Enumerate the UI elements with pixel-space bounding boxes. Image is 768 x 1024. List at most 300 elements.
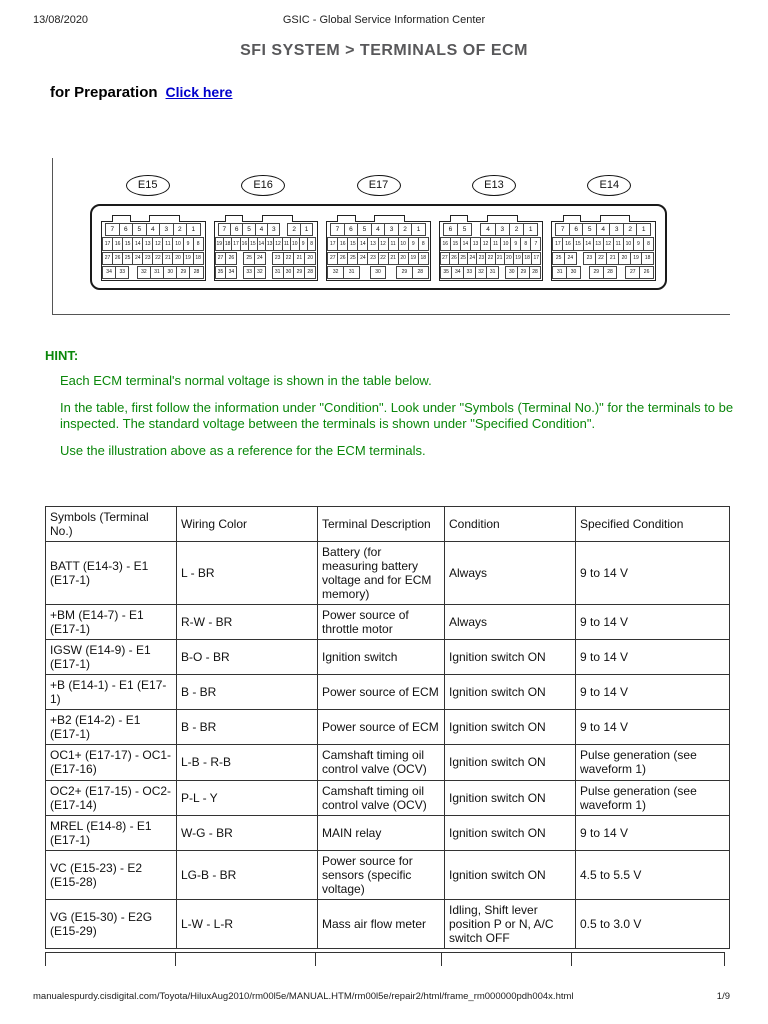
pin-row: [216, 266, 317, 279]
terminal-table-wrap: [45, 506, 729, 966]
pin-e15-2: 2: [173, 223, 188, 236]
pin-e14-15: 15: [573, 237, 584, 250]
pin-e15-30: 30: [163, 266, 177, 279]
pin-e13-4: 4: [480, 223, 495, 236]
table-cell: IGSW (E14-9) - E1 (E17-1): [46, 640, 177, 675]
terminal-voltage-table: [45, 506, 730, 949]
table-cell: L-B - R-B: [177, 745, 318, 780]
pin-row: [328, 266, 429, 279]
table-cell: Camshaft timing oil control valve (OCV): [318, 780, 445, 815]
pin-e13-11: 11: [490, 237, 501, 250]
pin-e13-1: 1: [523, 223, 538, 236]
print-date: 13/08/2020: [33, 14, 89, 26]
connector-top-tab: [149, 215, 180, 222]
hint-section: [45, 348, 740, 460]
pin-e14-10: 10: [623, 237, 634, 250]
pin-e17-26: 26: [337, 252, 348, 265]
pin-e14-23: 23: [583, 252, 596, 265]
pin-e15-32: 32: [137, 266, 151, 279]
footer-page-number: 1/9: [716, 991, 730, 1002]
pin-e13-27: 27: [440, 252, 450, 265]
table-cell: Ignition switch ON: [445, 710, 576, 745]
pin-e16-8: 8: [307, 237, 316, 250]
pin-e14-8: 8: [643, 237, 654, 250]
table-cell: B - BR: [177, 675, 318, 710]
pin-e15-9: 9: [183, 237, 194, 250]
table-cell: Ignition switch ON: [445, 780, 576, 815]
pin-e13-10: 10: [500, 237, 511, 250]
table-cell: Power source of throttle motor: [318, 605, 445, 640]
pin-e16-9: 9: [299, 237, 308, 250]
pin-e14-22: 22: [595, 252, 608, 265]
connector-label-e16: E16: [241, 175, 285, 196]
pin-e17-18: 18: [418, 252, 429, 265]
preparation-label: for Preparation: [50, 84, 158, 101]
table-cell: OC2+ (E17-15) - OC2- (E17-14): [46, 780, 177, 815]
pin-e13-12: 12: [480, 237, 491, 250]
connector-top-tab: [112, 215, 130, 222]
table-cell: 9 to 14 V: [576, 815, 730, 850]
table-cell: MAIN relay: [318, 815, 445, 850]
pin-e14-17: 17: [552, 237, 563, 250]
pin-row: [328, 252, 429, 265]
table-cell: MREL (E14-8) - E1 (E17-1): [46, 815, 177, 850]
pin-e17-4: 4: [371, 223, 386, 236]
connector-top-tab: [374, 215, 405, 222]
pin-e14-26: 26: [639, 266, 654, 279]
connector-top-tab: [600, 215, 631, 222]
pin-row: [444, 223, 539, 236]
pin-e14-13: 13: [593, 237, 604, 250]
pin-e15-4: 4: [146, 223, 161, 236]
footer-url: manualespurdy.cisdigital.com/Toyota/HiluxAug2010/rm00l5e/MANUAL.HTM/rm00l5e/repair2/html/frame_rm000000pdh004x.html: [33, 991, 574, 1002]
pin-e15-3: 3: [159, 223, 174, 236]
pin-e15-13: 13: [142, 237, 153, 250]
table-cell: +B2 (E14-2) - E1 (E17-1): [46, 710, 177, 745]
pin-e16-21: 21: [293, 252, 305, 265]
pin-e16-27: 27: [215, 252, 227, 265]
pin-row: [441, 252, 542, 265]
connector-label-slot: [436, 175, 551, 196]
pin-e14-30: 30: [566, 266, 581, 279]
connector-label-slot: [205, 175, 320, 196]
pin-e13-14: 14: [460, 237, 471, 250]
table-row: [46, 899, 730, 948]
pin-e17-25: 25: [347, 252, 358, 265]
pin-e17-19: 19: [408, 252, 419, 265]
pin-e16-24: 24: [254, 252, 266, 265]
pin-e15-22: 22: [152, 252, 163, 265]
pin-e17-12: 12: [378, 237, 389, 250]
pin-e15-8: 8: [193, 237, 204, 250]
table-row: [46, 815, 730, 850]
hint-title: HINT:: [45, 348, 79, 363]
pin-e13-31: 31: [486, 266, 499, 279]
table-cell: 9 to 14 V: [576, 710, 730, 745]
pin-e15-1: 1: [186, 223, 201, 236]
table-partial-cell: [571, 952, 725, 966]
pin-row: [441, 266, 542, 279]
pin-e14-29: 29: [589, 266, 604, 279]
connector-block-e16: [214, 221, 319, 281]
pin-e16-5: 5: [242, 223, 255, 236]
pin-e13-6: 6: [443, 223, 458, 236]
pin-e17-17: 17: [327, 237, 338, 250]
table-header-cell: Symbols (Terminal No.): [46, 507, 177, 542]
connector-labels-row: [90, 175, 667, 196]
table-cell: Camshaft timing oil control valve (OCV): [318, 745, 445, 780]
pin-e15-23: 23: [142, 252, 153, 265]
pin-e13-21: 21: [495, 252, 505, 265]
pin-e14-3: 3: [609, 223, 624, 236]
pin-e13-30: 30: [505, 266, 518, 279]
pin-e15-10: 10: [172, 237, 183, 250]
table-cell: 0.5 to 3.0 V: [576, 899, 730, 948]
pin-e16-32: 32: [254, 266, 266, 279]
pin-e14-7: 7: [555, 223, 570, 236]
table-cell: 9 to 14 V: [576, 542, 730, 605]
pin-e13-7: 7: [530, 237, 541, 250]
table-partial-cell: [45, 952, 176, 966]
pin-e13-16: 16: [440, 237, 451, 250]
pin-e16-20: 20: [304, 252, 316, 265]
table-cell: Idling, Shift lever position P or N, A/C switch OFF: [445, 899, 576, 948]
pin-e17-31: 31: [343, 266, 360, 279]
pin-row: [556, 223, 651, 236]
pin-e17-16: 16: [337, 237, 348, 250]
pin-e14-11: 11: [613, 237, 624, 250]
pin-e17-13: 13: [367, 237, 378, 250]
pin-e13-28: 28: [529, 266, 542, 279]
hint-paragraph: Each ECM terminal's normal voltage is shown in the table below.: [60, 373, 432, 388]
pin-row: [553, 252, 654, 265]
pin-e14-9: 9: [633, 237, 644, 250]
hint-paragraphs: [45, 373, 740, 460]
pin-row: [553, 266, 654, 279]
pin-row: [328, 237, 429, 250]
pin-e13-19: 19: [513, 252, 523, 265]
connector-top-tab: [337, 215, 355, 222]
pin-e14-6: 6: [569, 223, 584, 236]
pin-e16-3: 3: [267, 223, 280, 236]
table-cell: Mass air flow meter: [318, 899, 445, 948]
table-cell: Always: [445, 542, 576, 605]
table-header-cell: Terminal Description: [318, 507, 445, 542]
connector-block-e14: [551, 221, 656, 281]
pin-e17-27: 27: [327, 252, 338, 265]
table-cell: B-O - BR: [177, 640, 318, 675]
pin-e14-16: 16: [562, 237, 573, 250]
table-row: [46, 745, 730, 780]
pin-e17-23: 23: [367, 252, 378, 265]
pin-e13-18: 18: [522, 252, 532, 265]
pin-e16-26: 26: [225, 252, 237, 265]
pin-e13-26: 26: [449, 252, 459, 265]
preparation-click-here-link[interactable]: Click here: [165, 84, 233, 100]
page-title: SFI SYSTEM > TERMINALS OF ECM: [240, 42, 528, 59]
pin-e15-24: 24: [132, 252, 143, 265]
pin-e13-34: 34: [451, 266, 464, 279]
connector-top-tab: [450, 215, 468, 222]
table-header-cell: Specified Condition: [576, 507, 730, 542]
pin-e16-10: 10: [290, 237, 299, 250]
pin-e15-34: 34: [102, 266, 116, 279]
pin-e16-1: 1: [300, 223, 313, 236]
pin-row: [331, 223, 426, 236]
pin-e14-2: 2: [623, 223, 638, 236]
pin-e13-33: 33: [463, 266, 476, 279]
table-cell: 9 to 14 V: [576, 605, 730, 640]
table-cell: Ignition switch ON: [445, 640, 576, 675]
pin-e17-7: 7: [330, 223, 345, 236]
pin-e15-15: 15: [122, 237, 133, 250]
table-cell: OC1+ (E17-17) - OC1- (E17-16): [46, 745, 177, 780]
connector-label-slot: [90, 175, 205, 196]
pin-e15-12: 12: [152, 237, 163, 250]
pin-e13-25: 25: [458, 252, 468, 265]
pin-e17-14: 14: [357, 237, 368, 250]
table-cell: LG-B - BR: [177, 850, 318, 899]
table-cell: Power source of ECM: [318, 710, 445, 745]
pin-e14-25: 25: [552, 252, 565, 265]
table-row: [46, 605, 730, 640]
table-cell: L-W - L-R: [177, 899, 318, 948]
table-cell: Ignition switch ON: [445, 850, 576, 899]
pin-row: [216, 237, 317, 250]
table-row: [46, 850, 730, 899]
pin-row: [103, 237, 204, 250]
pin-e13-8: 8: [520, 237, 531, 250]
pin-e14-28: 28: [603, 266, 618, 279]
pin-e16-13: 13: [265, 237, 274, 250]
pin-e14-14: 14: [583, 237, 594, 250]
pin-e17-6: 6: [344, 223, 359, 236]
pin-e13-5: 5: [457, 223, 472, 236]
pin-row: [553, 237, 654, 250]
pin-e16-22: 22: [283, 252, 295, 265]
pin-e16-17: 17: [231, 237, 240, 250]
pin-e15-25: 25: [122, 252, 133, 265]
table-cell: P-L - Y: [177, 780, 318, 815]
ecm-connector-diagram: [90, 204, 667, 290]
pin-row: [103, 266, 204, 279]
table-header-row: [46, 507, 730, 542]
table-cell: VG (E15-30) - E2G (E15-29): [46, 899, 177, 948]
pin-row: [219, 223, 314, 236]
table-cell: Power source of ECM: [318, 675, 445, 710]
pin-e17-32: 32: [327, 266, 344, 279]
connector-label-e15: E15: [126, 175, 170, 196]
pin-e16-19: 19: [215, 237, 224, 250]
pin-e13-29: 29: [517, 266, 530, 279]
pin-e14-27: 27: [625, 266, 640, 279]
pin-e15-7: 7: [105, 223, 120, 236]
table-partial-cell: [175, 952, 316, 966]
pin-e13-15: 15: [450, 237, 461, 250]
pin-e16-11: 11: [282, 237, 291, 250]
pin-e14-20: 20: [618, 252, 631, 265]
pin-e16-4: 4: [255, 223, 268, 236]
connector-top-tab: [487, 215, 518, 222]
table-cell: R-W - BR: [177, 605, 318, 640]
pin-e16-7: 7: [218, 223, 231, 236]
pin-e17-8: 8: [418, 237, 429, 250]
pin-row: [216, 252, 317, 265]
pin-e16-28: 28: [304, 266, 316, 279]
connector-top-tab: [225, 215, 243, 222]
pin-row: [103, 252, 204, 265]
pin-e15-11: 11: [162, 237, 173, 250]
pin-e15-19: 19: [183, 252, 194, 265]
pin-e15-31: 31: [150, 266, 164, 279]
table-cell: 4.5 to 5.5 V: [576, 850, 730, 899]
table-cell: 9 to 14 V: [576, 640, 730, 675]
pin-e16-35: 35: [215, 266, 227, 279]
table-cell: Ignition switch ON: [445, 745, 576, 780]
pin-e13-32: 32: [475, 266, 488, 279]
table-header-cell: Condition: [445, 507, 576, 542]
pin-e16-14: 14: [257, 237, 266, 250]
table-cell: +B (E14-1) - E1 (E17-1): [46, 675, 177, 710]
hint-paragraph: In the table, first follow the information under "Condition". Look under "Symbols (Terminal No.)" for the terminals to be inspected. The standard voltage between the terminals is shown under "Specified Condition".: [60, 399, 734, 432]
connector-label-e14: E14: [587, 175, 631, 196]
table-cell: L - BR: [177, 542, 318, 605]
pin-e15-29: 29: [176, 266, 190, 279]
pin-e17-22: 22: [378, 252, 389, 265]
table-partial-cell: [441, 952, 572, 966]
pin-e13-23: 23: [476, 252, 486, 265]
pin-e14-12: 12: [603, 237, 614, 250]
pin-e17-9: 9: [408, 237, 419, 250]
pin-e16-29: 29: [293, 266, 305, 279]
table-cell: Power source for sensors (specific voltage): [318, 850, 445, 899]
table-partial-cell: [315, 952, 442, 966]
pin-e14-31: 31: [552, 266, 567, 279]
pin-e16-12: 12: [273, 237, 282, 250]
pin-e17-28: 28: [412, 266, 429, 279]
pin-e16-34: 34: [225, 266, 237, 279]
pin-e17-21: 21: [388, 252, 399, 265]
preparation-line: [50, 84, 232, 101]
pin-e17-3: 3: [384, 223, 399, 236]
pin-e17-5: 5: [357, 223, 372, 236]
pin-e15-14: 14: [132, 237, 143, 250]
pin-e15-18: 18: [193, 252, 204, 265]
table-cell: BATT (E14-3) - E1 (E17-1): [46, 542, 177, 605]
pin-e15-21: 21: [162, 252, 173, 265]
pin-e15-28: 28: [189, 266, 203, 279]
print-header-title: GSIC - Global Service Information Center: [282, 14, 486, 26]
pin-e16-33: 33: [243, 266, 255, 279]
pin-e17-11: 11: [388, 237, 399, 250]
pin-e13-35: 35: [440, 266, 453, 279]
connector-block-e15: [101, 221, 206, 281]
connector-top-tab: [563, 215, 581, 222]
pin-e16-2: 2: [287, 223, 300, 236]
pin-e13-2: 2: [509, 223, 524, 236]
table-header-cell: Wiring Color: [177, 507, 318, 542]
pin-e16-30: 30: [283, 266, 295, 279]
pin-e16-25: 25: [243, 252, 255, 265]
table-row: [46, 710, 730, 745]
pin-e17-15: 15: [347, 237, 358, 250]
pin-e15-17: 17: [102, 237, 113, 250]
pin-e17-10: 10: [398, 237, 409, 250]
pin-e15-16: 16: [112, 237, 123, 250]
pin-e16-15: 15: [248, 237, 257, 250]
pin-e13-3: 3: [495, 223, 510, 236]
connector-label-slot: [321, 175, 436, 196]
table-cell: Ignition switch: [318, 640, 445, 675]
connector-block-e13: [439, 221, 544, 281]
table-row: [46, 640, 730, 675]
pin-e16-31: 31: [272, 266, 284, 279]
connector-top-tab: [262, 215, 293, 222]
pin-e17-30: 30: [370, 266, 387, 279]
table-partial-row-clipped: [45, 952, 729, 966]
pin-e14-18: 18: [641, 252, 654, 265]
pin-e15-6: 6: [119, 223, 134, 236]
pin-e14-19: 19: [630, 252, 643, 265]
table-cell: 9 to 14 V: [576, 675, 730, 710]
pin-e15-26: 26: [112, 252, 123, 265]
table-cell: Always: [445, 605, 576, 640]
pin-e17-20: 20: [398, 252, 409, 265]
table-row: [46, 542, 730, 605]
pin-e17-1: 1: [411, 223, 426, 236]
pin-e13-24: 24: [467, 252, 477, 265]
connector-label-slot: [552, 175, 667, 196]
pin-row: [106, 223, 201, 236]
pin-row: [441, 237, 542, 250]
pin-e14-24: 24: [564, 252, 577, 265]
table-cell: Pulse generation (see waveform 1): [576, 745, 730, 780]
table-cell: B - BR: [177, 710, 318, 745]
pin-e15-27: 27: [102, 252, 113, 265]
table-cell: +BM (E14-7) - E1 (E17-1): [46, 605, 177, 640]
table-cell: Pulse generation (see waveform 1): [576, 780, 730, 815]
pin-e15-5: 5: [132, 223, 147, 236]
connector-label-e17: E17: [357, 175, 401, 196]
pin-e13-20: 20: [504, 252, 514, 265]
table-cell: VC (E15-23) - E2 (E15-28): [46, 850, 177, 899]
pin-e13-13: 13: [470, 237, 481, 250]
pin-e17-24: 24: [357, 252, 368, 265]
table-row: [46, 780, 730, 815]
pin-e14-1: 1: [636, 223, 651, 236]
pin-e17-29: 29: [396, 266, 413, 279]
pin-e17-2: 2: [398, 223, 413, 236]
pin-e14-5: 5: [582, 223, 597, 236]
connector-label-e13: E13: [472, 175, 516, 196]
pin-e15-20: 20: [172, 252, 183, 265]
pin-e13-17: 17: [531, 252, 541, 265]
pin-e16-6: 6: [230, 223, 243, 236]
table-cell: Ignition switch ON: [445, 675, 576, 710]
pin-e15-33: 33: [115, 266, 129, 279]
pin-e13-22: 22: [485, 252, 495, 265]
connector-block-e17: [326, 221, 431, 281]
table-cell: Battery (for measuring battery voltage and for ECM memory): [318, 542, 445, 605]
hint-paragraph: Use the illustration above as a reference for the ECM terminals.: [60, 442, 426, 458]
pin-e14-4: 4: [596, 223, 611, 236]
pin-e13-9: 9: [510, 237, 521, 250]
pin-e16-16: 16: [240, 237, 249, 250]
table-cell: W-G - BR: [177, 815, 318, 850]
table-row: [46, 675, 730, 710]
pin-e16-18: 18: [223, 237, 232, 250]
pin-e14-21: 21: [606, 252, 619, 265]
